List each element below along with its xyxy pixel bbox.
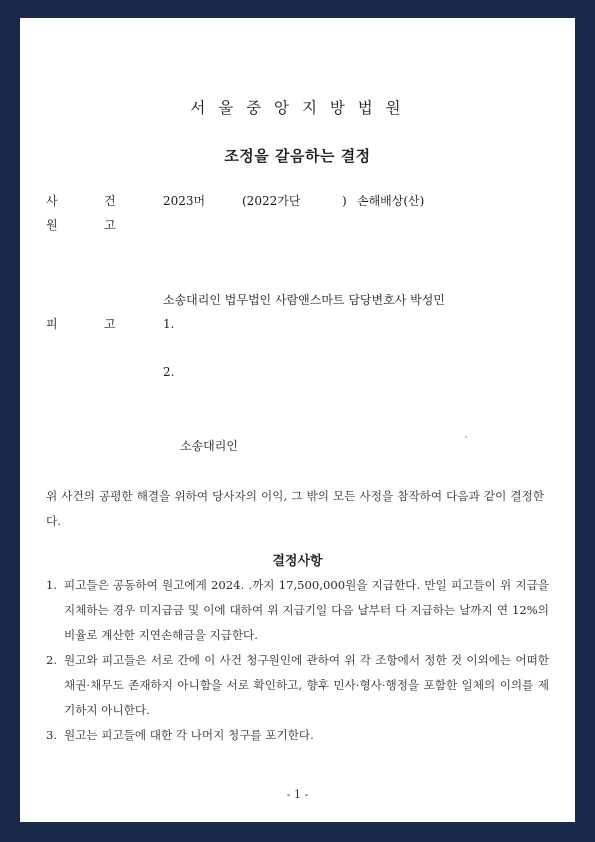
decision-item-2 bbox=[46, 648, 549, 723]
document-title: 조정을 갈음하는 결정 bbox=[224, 147, 371, 165]
defendant-item-1: 1. bbox=[163, 317, 175, 331]
original-case-number: (2022가단 bbox=[242, 194, 301, 208]
item-text: 원고는 피고들에 대한 각 나머지 청구를 포기한다. bbox=[64, 728, 314, 742]
plaintiff-label-2: 고 bbox=[104, 218, 116, 232]
decision-title: 결정사항 bbox=[272, 554, 323, 569]
decision-items bbox=[46, 573, 549, 748]
item-text: 피고들은 공동하여 원고에게 2024. .까지 17,500,000원을 지급한다. 만일 피고들이 위 지급을 지체하는 경우 미지급금 및 이에 대하여 위 지급기일 다음 날부터 다 지급하는 날까지 연 12%의 비율로 계산한 지연손해금을 지급한다. bbox=[64, 578, 549, 642]
case-name: 손해배상(산) bbox=[357, 194, 425, 208]
decision-item-1 bbox=[46, 573, 549, 648]
page-number: - 1 - bbox=[286, 788, 309, 801]
plaintiff-counsel: 소송대리인 법무법인 사람앤스마트 담당변호사 박성민 bbox=[163, 293, 445, 307]
defendant-label-1: 피 bbox=[46, 317, 58, 331]
document-page bbox=[20, 18, 575, 822]
court-name: 서 울 중 앙 지 방 법 원 bbox=[190, 99, 405, 117]
stray-mark bbox=[465, 436, 467, 438]
case-label-2: 건 bbox=[104, 194, 116, 208]
defendant-counsel: 소송대리인 bbox=[180, 439, 238, 453]
item-text: 원고와 피고들은 서로 간에 이 사건 청구원인에 관하여 위 각 조항에서 정한 것 이외에는 어떠한 채권·채무도 존재하지 아니함을 서로 확인하고, 향후 민사·형사·행정을 포함한 일체의 이의를 제기하지 아니한다. bbox=[64, 653, 549, 717]
item-number: 3. bbox=[46, 728, 58, 742]
case-label-1: 사 bbox=[46, 194, 58, 208]
defendant-item-2: 2. bbox=[163, 365, 175, 379]
item-number: 1. bbox=[46, 578, 58, 592]
defendant-label-2: 고 bbox=[104, 317, 116, 331]
case-close-paren: ) bbox=[342, 194, 347, 208]
item-number: 2. bbox=[46, 653, 58, 667]
case-number: 2023머 bbox=[163, 194, 206, 208]
intro-paragraph: 위 사건의 공평한 해결을 위하여 당사자의 이익, 그 밖의 모든 사정을 참작하여 다음과 같이 결정한다. bbox=[46, 489, 544, 528]
plaintiff-label-1: 원 bbox=[46, 218, 58, 232]
decision-item-3 bbox=[46, 723, 549, 748]
